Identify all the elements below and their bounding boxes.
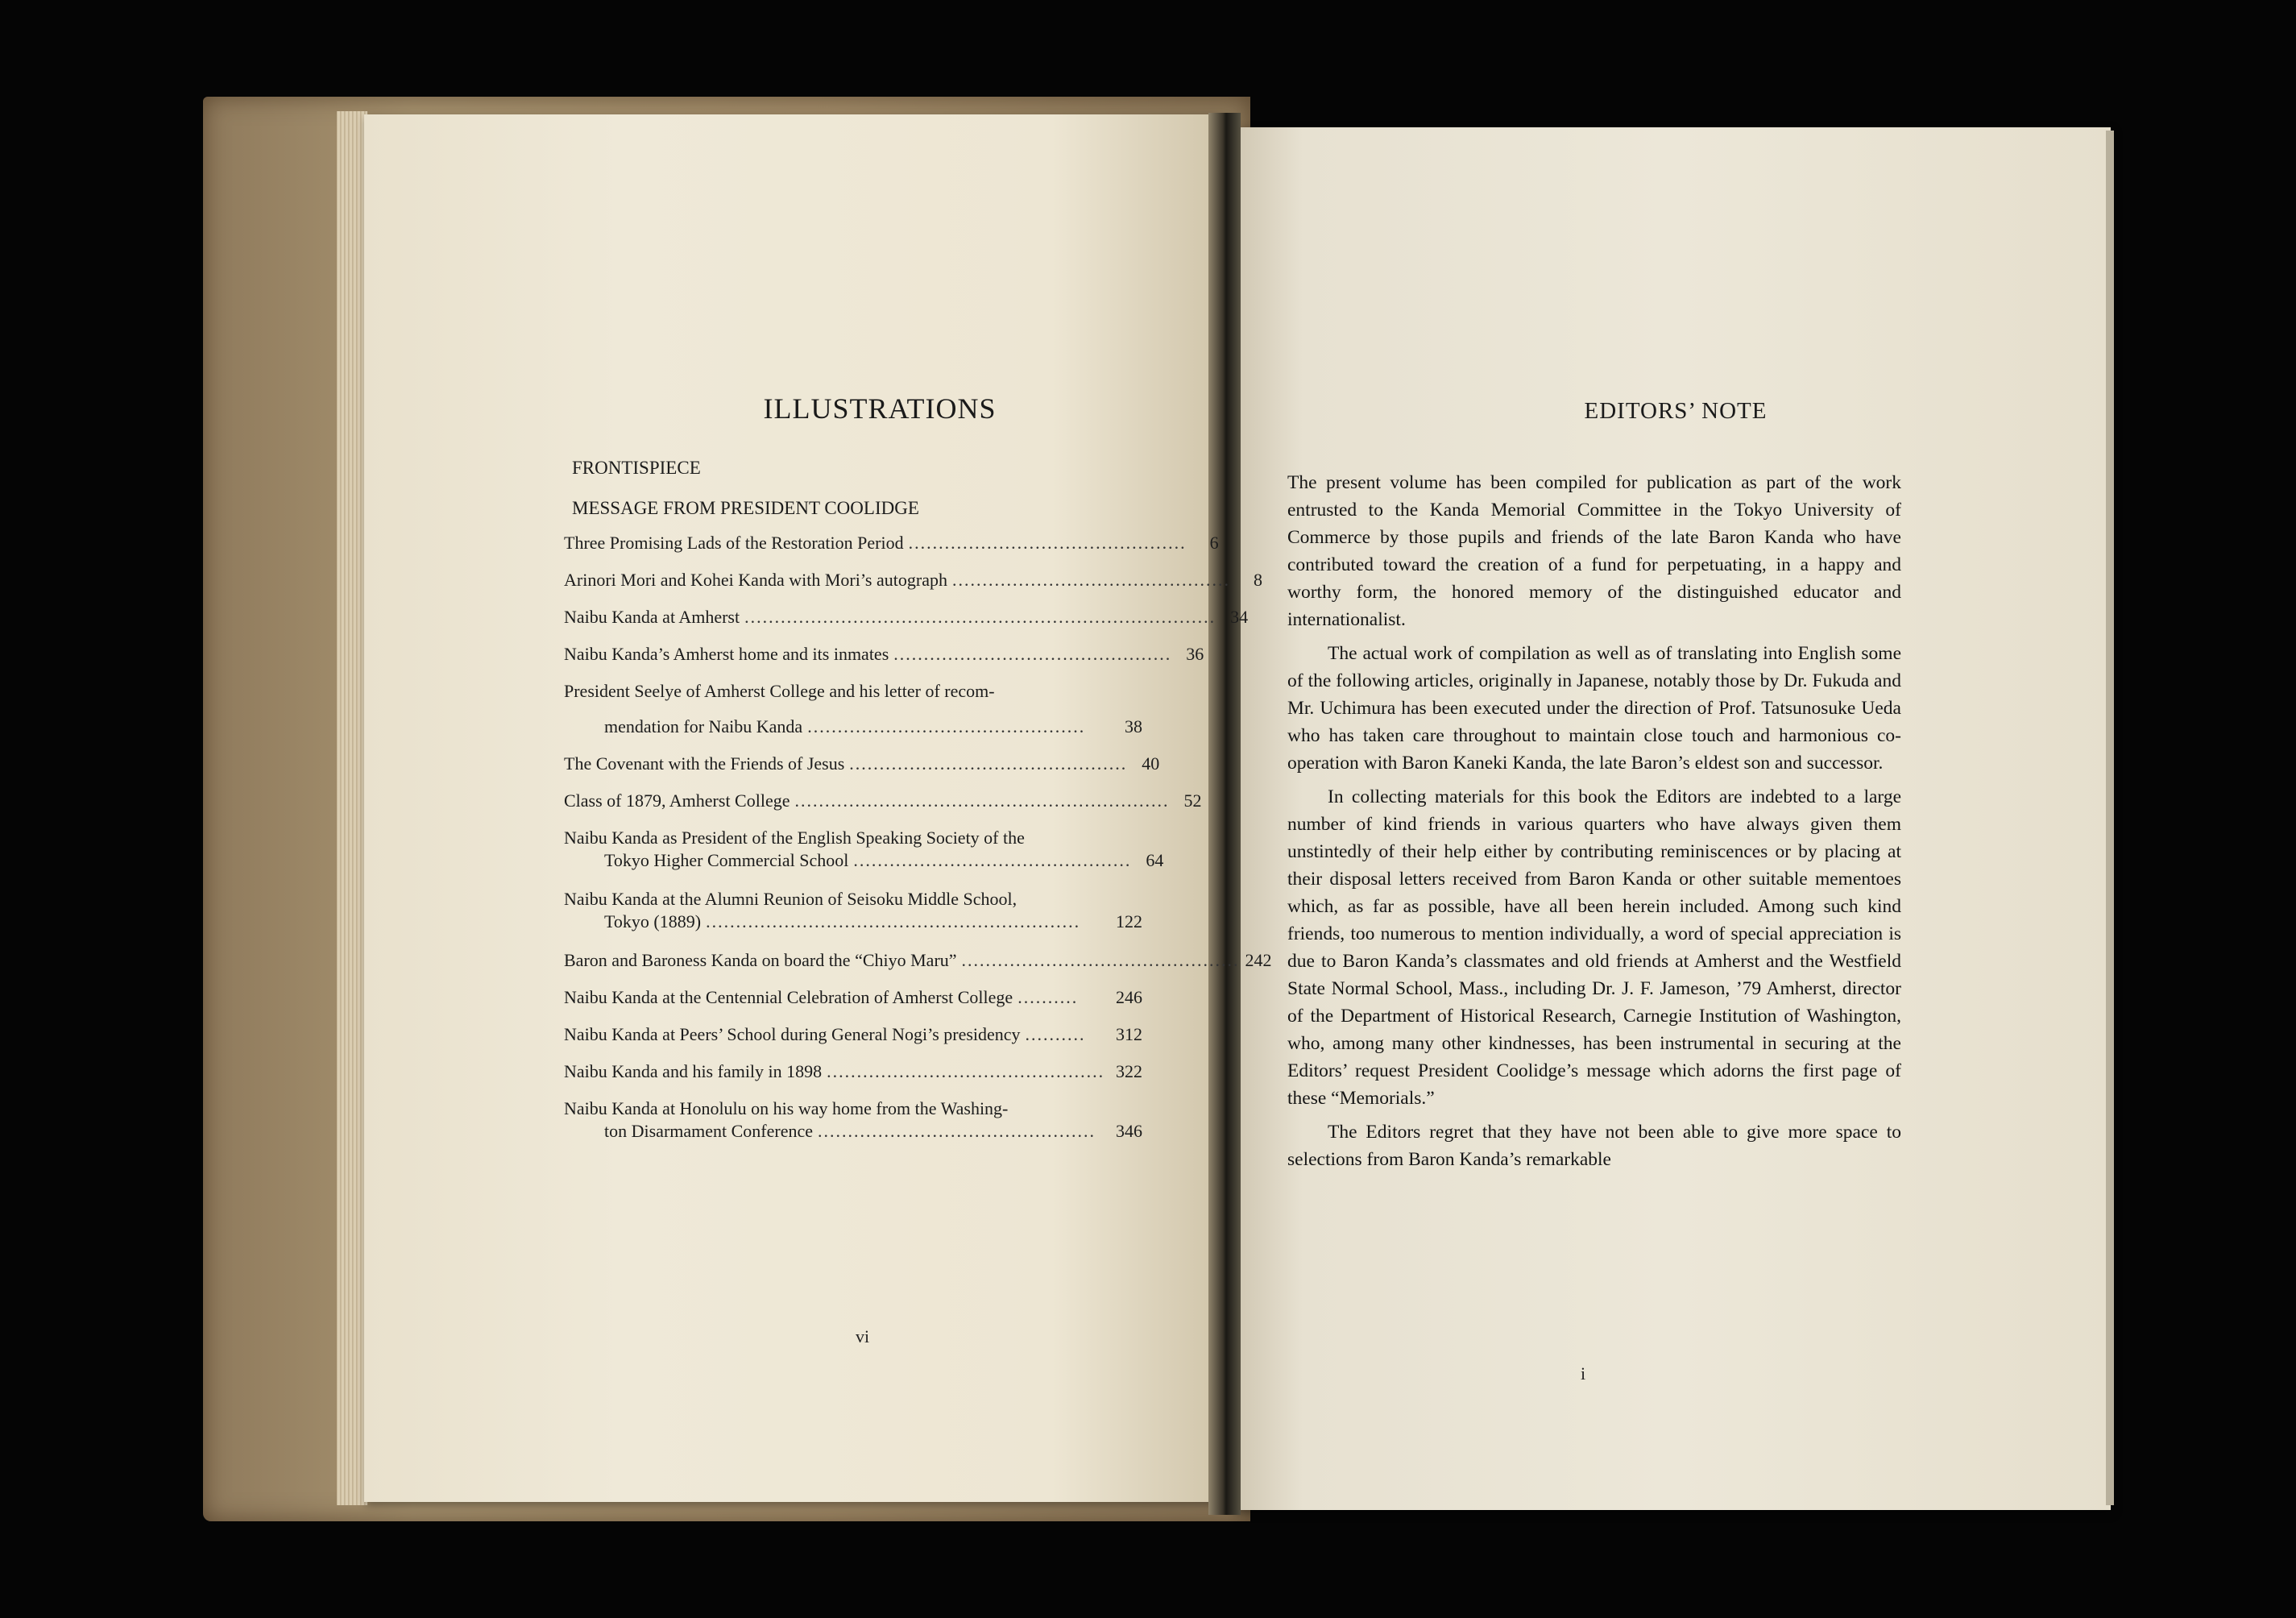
- toc-entry-title-cont: mendation for Naibu Kanda: [604, 716, 803, 736]
- toc-entry-page: 8: [1253, 570, 1262, 590]
- toc-entry-page: 34: [1230, 607, 1249, 627]
- toc-entry: Naibu Kanda’s Amherst home and its inmates .............................................. 36: [564, 644, 1204, 664]
- toc-entry-page: 122: [1116, 911, 1142, 931]
- toc-entry-page: 322: [1116, 1061, 1142, 1081]
- note-paragraph: The present volume has been compiled for publication as part of the work entrusted to the Kanda Memorial Committee in the Tokyo University of Commerce by those pupils and friends of the late Baron Kanda who have contributed toward the creation of a fund for perpetuating, in a happy and worthy form, the honored memory of the distinguished educator and internationalist.: [1287, 472, 1901, 630]
- toc-entry: Naibu Kanda at Honolulu on his way home from the Washing- ton Disarmament Conference .............................................. 346: [564, 1098, 1142, 1141]
- toc-entry: President Seelye of Amherst College and his letter of recom- mendation for Naibu Kanda .............................................. 38: [564, 681, 1142, 736]
- toc-entry-title: Naibu Kanda at Peers’ School during General Nogi’s presidency: [564, 1024, 1021, 1044]
- right-page-number: i: [1581, 1363, 1586, 1384]
- toc-entry-page: 242: [1245, 950, 1272, 970]
- frontispiece-heading: FRONTISPIECE: [572, 458, 701, 478]
- toc-entry-title-cont: ton Disarmament Conference: [604, 1121, 814, 1141]
- toc-entry-title: Baron and Baroness Kanda on board the “Chiyo Maru”: [564, 950, 957, 970]
- toc-entry: Naibu Kanda and his family in 1898 .............................................. 322: [564, 1061, 1142, 1081]
- toc-entry-title: Three Promising Lads of the Restoration Period: [564, 533, 904, 553]
- toc-entry-title: The Covenant with the Friends of Jesus: [564, 753, 845, 774]
- toc-entry: Baron and Baroness Kanda on board the “Chiyo Maru” .............................................. 242: [564, 950, 1272, 970]
- left-page-number: vi: [856, 1326, 870, 1346]
- toc-entry-title: Arinori Mori and Kohei Kanda with Mori’s autograph: [564, 570, 947, 590]
- toc-entry-title: Naibu Kanda at Honolulu on his way home from the Washing-: [564, 1098, 1009, 1118]
- note-paragraph: The Editors regret that they have not been able to give more space to selections from Baron Kanda’s remarkable: [1287, 1122, 1901, 1170]
- toc-entry-title: Naibu Kanda at Amherst: [564, 607, 740, 627]
- toc-entry-title: Naibu Kanda at the Alumni Reunion of Seisoku Middle School,: [564, 889, 1017, 909]
- toc-entry: Naibu Kanda at Amherst .............................................................................. 34: [564, 607, 1249, 627]
- toc-entry: The Covenant with the Friends of Jesus .............................................. 40: [564, 753, 1160, 774]
- toc-entry-page: 38: [1125, 716, 1142, 736]
- toc-entry-page: 52: [1183, 790, 1202, 811]
- toc-entry: Class of 1879, Amherst College .............................................................. 52: [564, 790, 1202, 811]
- right-page-edge: [2106, 131, 2114, 1505]
- toc-entry-page: 64: [1146, 850, 1164, 870]
- toc-entry: Arinori Mori and Kohei Kanda with Mori’s autograph .............................................. 8: [564, 570, 1262, 590]
- toc-entry-title: President Seelye of Amherst College and his letter of recom-: [564, 681, 995, 701]
- toc-entry-title: Naibu Kanda’s Amherst home and its inmates: [564, 644, 889, 664]
- coolidge-message-heading: MESSAGE FROM PRESIDENT COOLIDGE: [572, 498, 919, 518]
- note-paragraph: In collecting materials for this book the Editors are indebted to a large number of kind friends in various quarters who have always given them unstintedly of their help either by contributing reminiscences or by placing at their disposal letters received from Baron Kanda or other suitable mementoes which, as far as possible, have all been herein included. Among such kind friends, too numerous to mention individually, a word of special appreciation is due to Baron Kanda’s classmates and old friends at Amherst and the Westfield State Normal School, Mass., including Dr. J. F. Jameson, ’79 Amherst, director of the Department of Historical Research, Carnegie Institution of Washington, who, among many other kindnesses, has been instrumental in securing at the Editors’ request President Coolidge’s message which adorns the first page of these “Memorials.”: [1287, 786, 1901, 1109]
- toc-entry-title: Naibu Kanda at the Centennial Celebration of Amherst College: [564, 987, 1013, 1007]
- toc-entry-page: 246: [1116, 987, 1142, 1007]
- editors-note-title: EDITORS’ NOTE: [1584, 398, 1768, 424]
- toc-entry: Naibu Kanda at Peers’ School during General Nogi’s presidency .......... 312: [564, 1024, 1142, 1044]
- toc-entry-title-cont: Tokyo Higher Commercial School: [604, 850, 849, 870]
- note-paragraph: The actual work of compilation as well as of translating into English some of the following articles, originally in Japanese, notably those by Dr. Fukuda and Mr. Uchimura has been executed under the direction of Prof. Tatsunosuke Ueda who has taken care throughout to maintain close touch and harmonious co-operation with Baron Kaneki Kanda, the late Baron’s eldest son and successor.: [1287, 643, 1901, 774]
- toc-entry: Naibu Kanda at the Centennial Celebration of Amherst College .......... 246: [564, 987, 1142, 1007]
- toc-entry: Three Promising Lads of the Restoration Period .............................................. 6: [564, 533, 1219, 553]
- toc-entry-title-cont: Tokyo (1889): [604, 911, 702, 931]
- book-gutter: [1208, 113, 1241, 1515]
- editors-note-body: [1287, 469, 1901, 1180]
- toc-entry-title: Naibu Kanda as President of the English Speaking Society of the: [564, 828, 1025, 848]
- toc-entry-title: Naibu Kanda and his family in 1898: [564, 1061, 823, 1081]
- toc-entry-page: 312: [1116, 1024, 1142, 1044]
- toc-entry-title: Class of 1879, Amherst College: [564, 790, 790, 811]
- toc-entry: Naibu Kanda as President of the English Speaking Society of the Tokyo Higher Commercial School .............................................. 64: [564, 828, 1164, 870]
- toc-entry-page: 6: [1209, 533, 1219, 553]
- page-stack-edge: [337, 111, 367, 1505]
- toc-entry: Naibu Kanda at the Alumni Reunion of Seisoku Middle School, Tokyo (1889) .............................................................. 122: [564, 889, 1142, 931]
- toc-entry-page: 36: [1186, 644, 1204, 664]
- toc-entry-page: 346: [1116, 1121, 1142, 1141]
- illustrations-title: ILLUSTRATIONS: [763, 392, 997, 425]
- toc-entry-page: 40: [1142, 753, 1160, 774]
